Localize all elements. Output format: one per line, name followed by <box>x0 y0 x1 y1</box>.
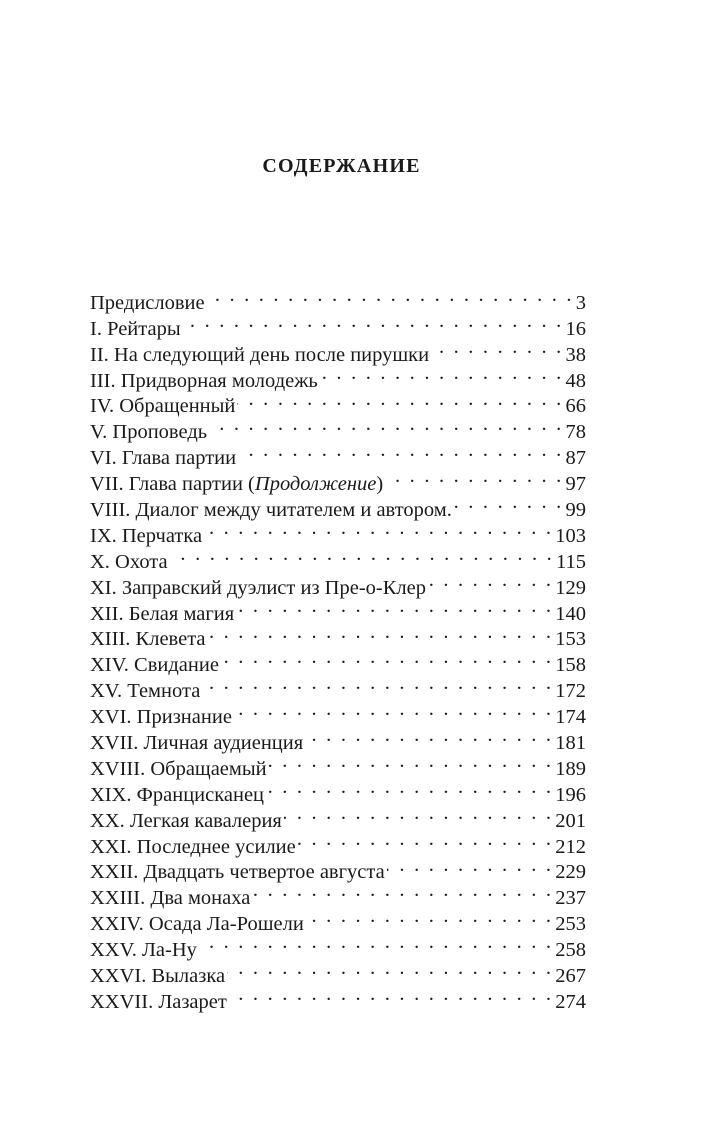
entry-page-number: 174 <box>555 706 586 729</box>
entry-page-number: 258 <box>555 939 586 962</box>
entry-page-number: 153 <box>555 628 586 651</box>
entry-title-text: XXVI. Вылазка <box>90 965 226 988</box>
entry-title-text: III. Придворная молодежь <box>90 369 318 392</box>
entry-title-text: XIV. Свидание <box>90 654 219 677</box>
dot-leader <box>252 878 553 904</box>
entry-title <box>90 317 181 343</box>
dot-leader <box>236 594 553 620</box>
entry-page-number: 97 <box>565 473 586 496</box>
entry-title <box>90 835 296 861</box>
entry-title-text: XXI. Последнее усилие <box>90 835 296 858</box>
entry-page-number: 196 <box>555 783 586 806</box>
dot-leader <box>227 956 553 982</box>
entry-title-text: XXV. Ла-Ну <box>90 939 197 962</box>
entry-title-text: XXIV. Осада Ла-Рошели <box>90 913 304 936</box>
entry-page-number: 115 <box>556 550 586 573</box>
dot-leader <box>266 775 553 801</box>
entry-title <box>90 446 236 472</box>
dot-leader <box>431 335 563 361</box>
entry-title-italic: Продолжение <box>254 473 377 496</box>
entry-page-number: 16 <box>565 317 586 340</box>
dot-leader <box>183 309 564 335</box>
entry-page-number: 140 <box>555 602 586 625</box>
entry-title-text: XX. Легкая кавалерия <box>90 809 282 832</box>
dot-leader <box>284 801 553 827</box>
entry-page-number: 274 <box>555 990 586 1013</box>
entry-title <box>90 679 200 705</box>
entry-title-text: XII. Белая магия <box>90 602 235 625</box>
entry-title <box>90 757 267 783</box>
entry-page-number: 158 <box>555 654 586 677</box>
entry-title <box>90 783 264 809</box>
entry-title <box>90 705 232 731</box>
entry-page-number: 87 <box>565 447 586 470</box>
dot-leader <box>320 361 564 387</box>
entry-title-text: XXVII. Лазарет <box>90 990 227 1013</box>
entry-title-text: XIII. Клевета <box>90 628 206 651</box>
entry-title-text: XVII. Личная аудиенция <box>90 732 304 755</box>
entry-title-suffix: ) <box>376 473 384 496</box>
dot-leader <box>229 982 553 1008</box>
entry-page-number: 237 <box>555 887 586 910</box>
entry-title <box>90 627 206 653</box>
entry-page-number: 3 <box>575 291 586 314</box>
entry-page-number: 78 <box>565 421 586 444</box>
entry-title-text: V. Проповедь <box>90 421 208 444</box>
entry-title-text: VIII. Диалог между читателем и автором. <box>90 499 452 522</box>
entry-title-text: XV. Темнота <box>90 680 201 703</box>
entry-page-number: 99 <box>565 499 586 522</box>
dot-leader <box>237 387 563 413</box>
dot-leader <box>428 568 553 594</box>
dot-leader <box>305 723 553 749</box>
entry-title <box>90 938 197 964</box>
entry-page-number: 212 <box>555 835 586 858</box>
entry-page-number: 103 <box>555 524 586 547</box>
dot-leader <box>387 853 554 879</box>
entry-title-text: I. Рейтары <box>90 317 181 340</box>
entry-title <box>90 653 219 679</box>
entry-page-number: 129 <box>555 576 586 599</box>
entry-title-text: Предисловие <box>90 291 205 314</box>
entry-page-number: 66 <box>565 395 586 418</box>
entry-title-text: XI. Заправский дуэлист из Пре-о-Клер <box>90 576 426 599</box>
entry-title-text: IV. Обращенный <box>90 395 236 418</box>
entry-title-text: XXII. Двадцать четвертое августа <box>90 861 385 884</box>
entry-page-number: 189 <box>555 757 586 780</box>
entry-title-text: XXIII. Два монаха <box>90 887 251 910</box>
entry-page-number: 181 <box>555 732 586 755</box>
entry-title <box>90 964 225 990</box>
dot-leader <box>234 697 553 723</box>
dot-leader <box>207 283 574 309</box>
entry-title-text: XVI. Признание <box>90 706 232 729</box>
entry-title <box>90 990 227 1016</box>
dot-leader <box>306 904 553 930</box>
entry-title-text: VII. Глава партии ( <box>90 473 255 496</box>
dot-leader <box>204 516 553 542</box>
dot-leader <box>238 438 563 464</box>
table-of-contents <box>90 283 586 1013</box>
dot-leader <box>202 671 553 697</box>
entry-title <box>90 472 383 498</box>
entry-page-number: 253 <box>555 913 586 936</box>
entry-title-text: IX. Перчатка <box>90 524 203 547</box>
page-title: СОДЕРЖАНИЕ <box>262 155 421 177</box>
entry-title <box>90 886 250 912</box>
dot-leader <box>269 749 554 775</box>
dot-leader <box>199 930 553 956</box>
entry-title-text: II. На следующий день после пирушки <box>90 343 430 366</box>
dot-leader <box>170 542 554 568</box>
entry-page-number: 267 <box>555 965 586 988</box>
dot-leader <box>454 490 564 516</box>
dot-leader <box>385 464 563 490</box>
toc-entry <box>90 283 586 314</box>
dot-leader <box>209 412 563 438</box>
entry-title <box>90 809 282 835</box>
entry-title-text: XIX. Францисканец <box>90 783 265 806</box>
entry-page-number: 201 <box>555 809 586 832</box>
dot-leader <box>298 827 553 853</box>
entry-page-number: 48 <box>565 369 586 392</box>
entry-title-text: X. Охота <box>90 550 168 573</box>
entry-title <box>90 420 207 446</box>
dot-leader <box>221 645 553 671</box>
dot-leader <box>208 620 554 646</box>
entry-title-text: XVIII. Обращаемый <box>90 757 267 780</box>
entry-page-number: 38 <box>565 343 586 366</box>
entry-page-number: 172 <box>555 680 586 703</box>
entry-page-number: 229 <box>555 861 586 884</box>
entry-title-text: VI. Глава партии <box>90 447 237 470</box>
entry-title <box>90 550 168 576</box>
